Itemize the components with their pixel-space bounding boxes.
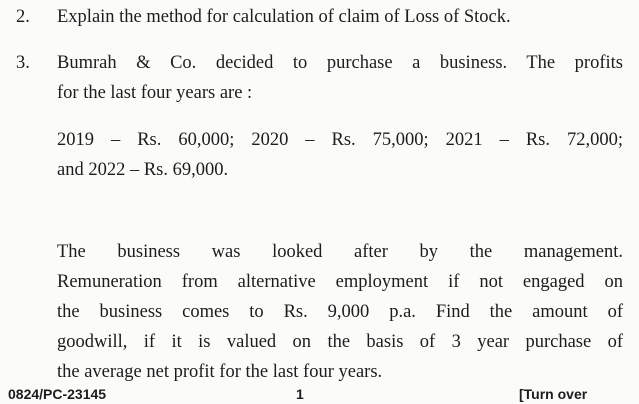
question-line: for the last four years are : [57,83,253,103]
profit-figures [57,125,623,185]
paragraph-line: goodwill, if it is valued on the basis of 3 year purchase of [57,332,623,352]
page-number: 1 [296,386,304,402]
paragraph-line: The business was looked after by the management. [57,242,623,262]
profit-line: and 2022 – Rs. 69,000. [57,160,229,180]
paper-code: 0824/PC-23145 [8,386,107,402]
paragraph-line: Remuneration from alternative employment if not engaged on [57,272,623,292]
paragraph-line: the business comes to Rs. 9,000 p.a. Find the amount of [57,302,623,322]
question-number: 3. [16,53,30,73]
question-line: Bumrah & Co. decided to purchase a business. The profits [57,53,623,73]
page-footer [0,384,639,404]
question-paragraph [57,237,623,387]
question-intro [57,48,623,108]
question-line: Explain the method for calculation of claim of Loss of Stock. [57,7,511,27]
question-number: 2. [16,7,30,27]
question-text [57,2,623,32]
turn-over-note: [Turn over [519,386,588,402]
paragraph-line: the average net profit for the last four years. [57,362,383,382]
profit-line: 2019 – Rs. 60,000; 2020 – Rs. 75,000; 2021 – Rs. 72,000; [57,130,623,150]
